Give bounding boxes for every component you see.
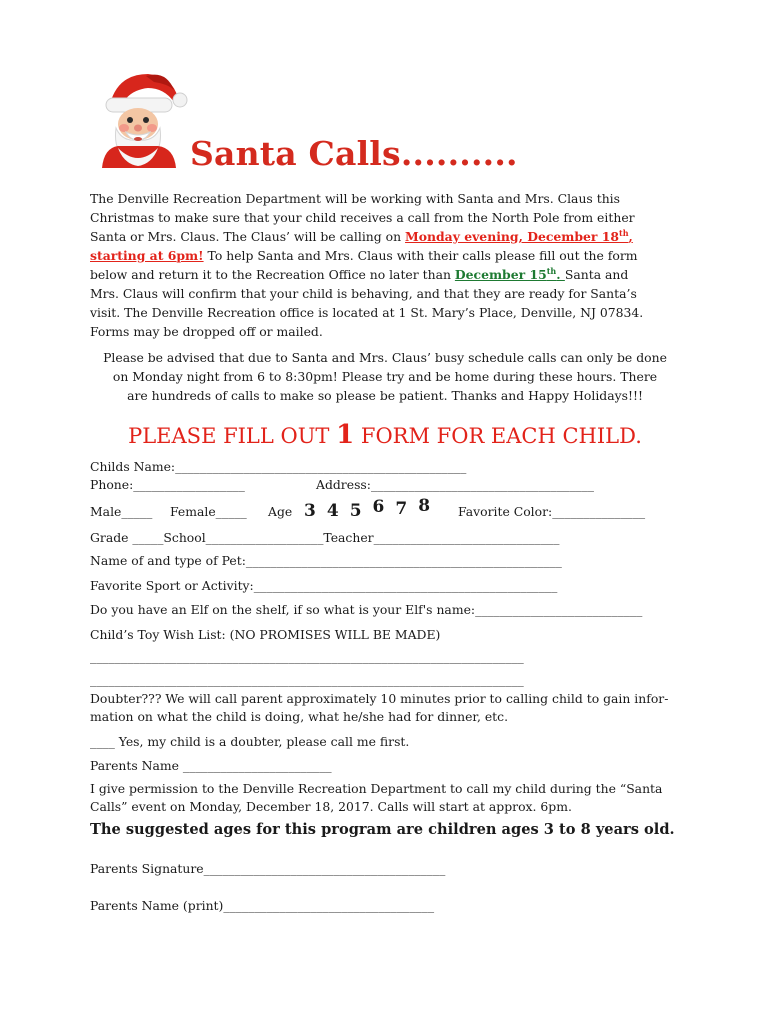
parents-name-print-field[interactable]: Parents Name (print)__________________________________: [90, 898, 435, 913]
deadline-highlight: December 15th.: [454, 265, 565, 282]
parents-signature-field[interactable]: Parents Signature_______________________________________: [90, 861, 446, 876]
doubter-text: mation on what the child is doing, what he/she had for dinner, etc.: [90, 709, 509, 724]
santa-face-icon: [88, 68, 192, 168]
advisory-line: Please be advised that due to Santa and Mrs. Claus’ busy schedule calls can only be done: [103, 350, 667, 365]
intro-text: Santa and: [564, 267, 629, 282]
female-field[interactable]: Female_____: [170, 504, 247, 519]
page-title: Santa Calls..........: [190, 134, 518, 173]
age-option[interactable]: 8: [418, 496, 431, 516]
intro-text: To help Santa and Mrs. Claus with their calls please fill out the form: [203, 248, 638, 263]
pet-field[interactable]: Name of and type of Pet:___________________________________________________: [90, 553, 562, 568]
address-field[interactable]: Address:____________________________________: [316, 477, 594, 492]
call-time-highlight: starting at 6pm!: [90, 248, 204, 263]
age-label: Age: [268, 504, 293, 519]
wish-list-line[interactable]: ______________________________________________________________________: [90, 672, 524, 687]
intro-line: [90, 265, 628, 284]
elf-field[interactable]: Do you have an Elf on the shelf, if so what is your Elf's name:___________________________: [90, 602, 643, 617]
intro-line: Mrs. Claus will confirm that your child is behaving, and that they are ready for Santa’s: [90, 286, 637, 301]
sport-field[interactable]: Favorite Sport or Activity:_________________________________________________: [90, 578, 558, 593]
child-name-field[interactable]: Childs Name:_______________________________________________: [90, 459, 467, 474]
intro-line: [90, 227, 633, 246]
advisory-line: on Monday night from 6 to 8:30pm! Please try and be home during these hours. There: [112, 369, 658, 384]
permission-text: I give permission to the Denville Recreation Department to call my child during the “Santa: [90, 781, 663, 796]
age-option[interactable]: 6: [372, 497, 385, 517]
favorite-color-field[interactable]: Favorite Color:_______________: [458, 504, 646, 519]
doubter-text: Doubter??? We will call parent approximately 10 minutes prior to calling child to gain infor-: [90, 691, 669, 706]
intro-line: visit. The Denville Recreation office is located at 1 St. Mary’s Place, Denville, NJ 07834.: [90, 305, 644, 320]
doubter-checkbox-line[interactable]: ____ Yes, my child is a doubter, please call me first.: [90, 734, 410, 749]
intro-line: Forms may be dropped off or mailed.: [90, 324, 323, 339]
intro-line: Christmas to make sure that your child receives a call from the North Pole from either: [90, 210, 635, 225]
call-date-highlight: Monday evening, December 18th,: [405, 227, 633, 244]
intro-text: Santa or Mrs. Claus. The Claus’ will be calling on: [90, 229, 406, 244]
suggested-ages: The suggested ages for this program are children ages 3 to 8 years old.: [90, 821, 675, 838]
male-field[interactable]: Male_____: [90, 504, 153, 519]
doubter-parents-name-field[interactable]: Parents Name ________________________: [90, 758, 332, 773]
permission-text: Calls” event on Monday, December 18, 2017. Calls will start at approx. 6pm.: [90, 799, 572, 814]
intro-line: The Denville Recreation Department will be working with Santa and Mrs. Claus this: [90, 191, 621, 206]
phone-field[interactable]: Phone:__________________: [90, 477, 245, 492]
intro-line: [90, 246, 638, 265]
age-option[interactable]: 4: [326, 501, 339, 521]
wish-list-label: Child’s Toy Wish List: (NO PROMISES WILL BE MADE): [90, 627, 441, 642]
advisory-line: are hundreds of calls to make so please be patient. Thanks and Happy Holidays!!!: [127, 388, 643, 403]
age-options: [304, 496, 441, 521]
age-option[interactable]: 5: [349, 501, 362, 521]
wish-list-line[interactable]: ______________________________________________________________________: [90, 649, 524, 664]
form-heading: PLEASE FILL OUT 1 FORM FOR EACH CHILD.: [128, 420, 642, 450]
intro-text: below and return it to the Recreation Office no later than: [90, 267, 455, 282]
age-option[interactable]: 3: [304, 501, 316, 521]
grade-school-teacher-field[interactable]: Grade _____School___________________Teacher______________________________: [90, 530, 560, 545]
age-option[interactable]: 7: [395, 499, 408, 519]
